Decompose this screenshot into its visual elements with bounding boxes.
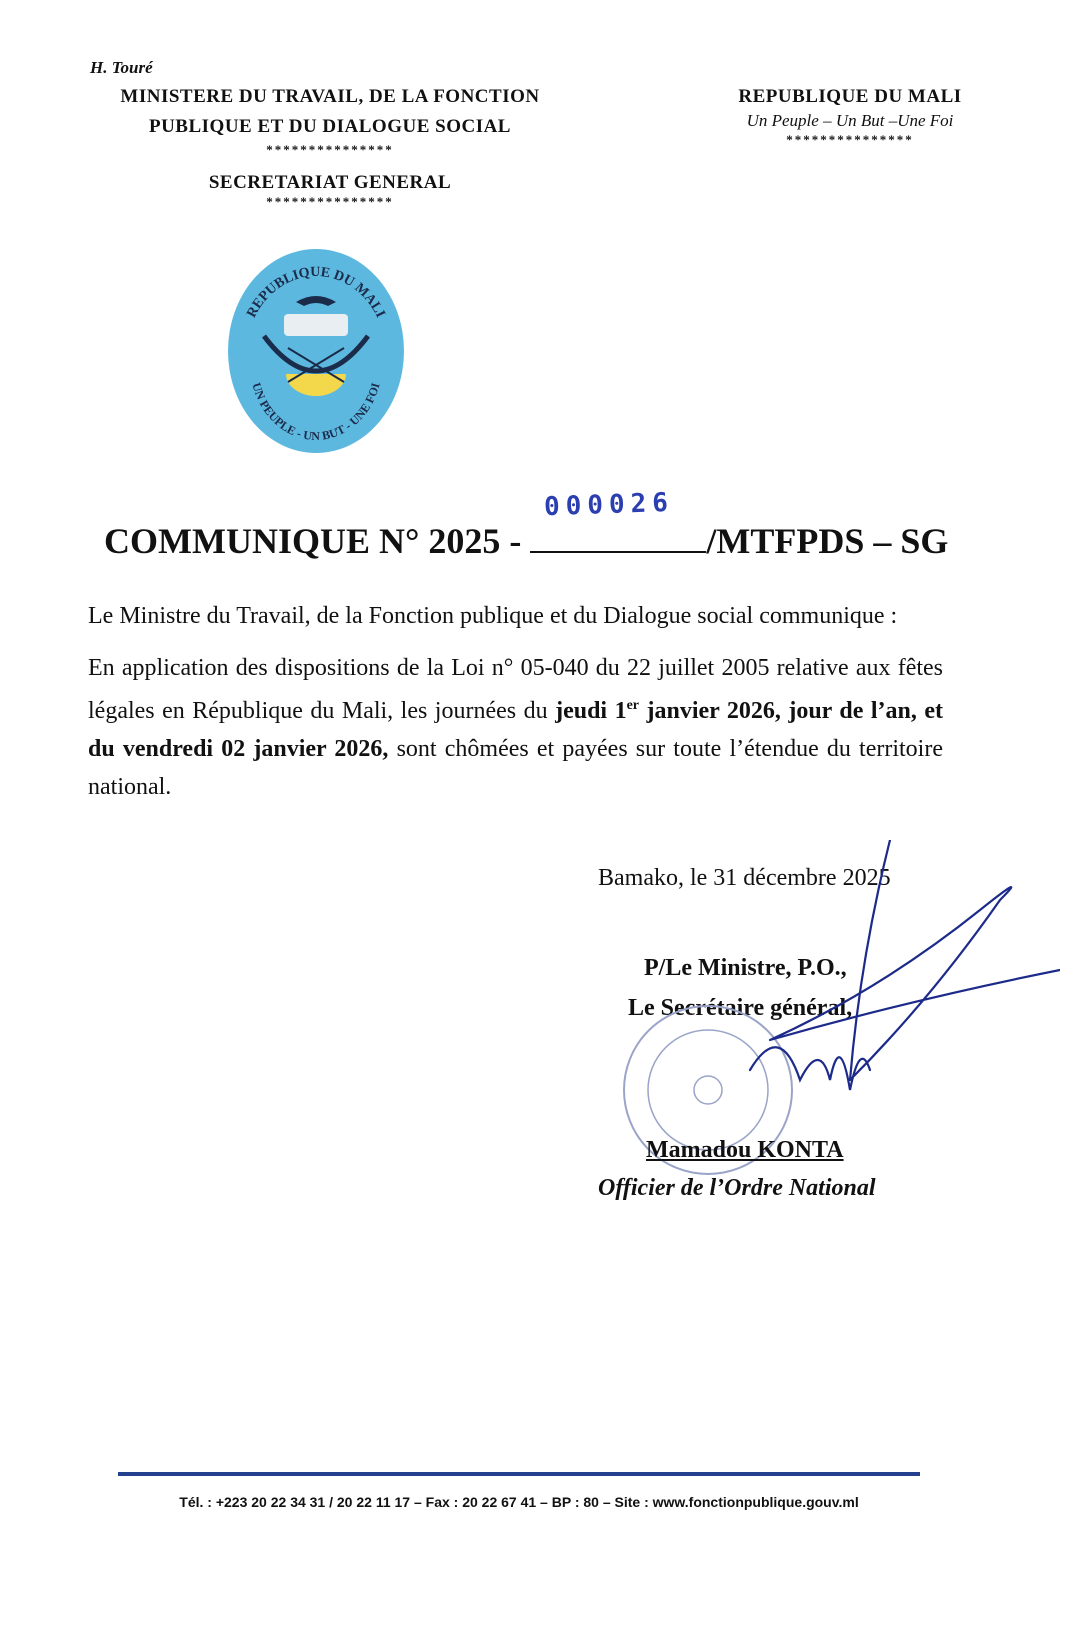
place-and-date: Bamako, le 31 décembre 2025	[598, 865, 891, 891]
holiday-date-2: janvier 2026, jour de l’an, et du vendredi 02 janvier 2026,	[88, 698, 943, 762]
footer-divider	[118, 1472, 920, 1476]
separator-stars: ***************	[786, 132, 914, 147]
main-paragraph-end: sont chômées et payées sur toute l’étendue du territoire national.	[88, 736, 943, 800]
signatory-role: Le Secrétaire général,	[628, 995, 853, 1021]
seal-ring-bottom-text: UN PEUPLE - UN BUT - UNE FOI	[249, 381, 383, 444]
holiday-date-1: jeudi 1	[555, 698, 627, 724]
separator-stars: ***************	[266, 194, 394, 209]
main-paragraph	[88, 649, 943, 806]
author-initials: H. Touré	[90, 58, 153, 77]
signatory-name: Mamadou KONTA	[646, 1137, 844, 1163]
stamp-inner-ring	[648, 1030, 768, 1150]
ordinal-superscript: er	[626, 698, 640, 713]
ministry-name	[70, 82, 590, 142]
seal-ring-top-text: REPUBLIQUE DU MALI	[244, 264, 388, 321]
main-paragraph-text: En application des dispositions de la Loi n° 05-040 du 22 juillet 2005 relative aux fêtes légales en République du Mali, les journées du	[88, 655, 943, 724]
communique-body	[88, 597, 943, 820]
ministry-line-2: PUBLIQUE ET DU DIALOGUE SOCIAL	[148, 116, 511, 137]
for-minister-line: P/Le Ministre, P.O.,	[644, 955, 847, 981]
national-motto: Un Peuple – Un But –Une Foi	[746, 111, 954, 130]
communique-prefix: COMMUNIQUE N° 2025 -	[104, 521, 531, 561]
footer-contact: Tél. : +223 20 22 34 31 / 20 22 11 17 – Fax : 20 22 67 41 – BP : 80 – Site : www.fonctionpublique.gouv.ml	[179, 1494, 859, 1510]
ministry-header	[70, 58, 590, 210]
ministry-line-1: MINISTERE DU TRAVAIL, DE LA FONCTION	[120, 86, 540, 107]
communique-number-blank	[530, 521, 706, 553]
signatory-distinction: Officier de l’Ordre National	[598, 1175, 876, 1201]
seal-building-icon	[284, 314, 348, 336]
secretariat-general: SECRETARIAT GENERAL	[208, 172, 452, 193]
mali-coat-of-arms-seal	[224, 246, 408, 456]
communique-suffix: /MTFPDS – SG	[706, 521, 949, 561]
intro-paragraph: Le Ministre du Travail, de la Fonction publique et du Dialogue social communique :	[88, 603, 898, 629]
communique-number-stamp: 000026	[543, 487, 675, 523]
communique-title	[104, 520, 948, 562]
republic-name: REPUBLIQUE DU MALI	[738, 86, 962, 107]
republic-header	[700, 84, 1000, 148]
separator-stars: ***************	[266, 142, 394, 157]
stamp-emblem-icon	[694, 1076, 722, 1104]
